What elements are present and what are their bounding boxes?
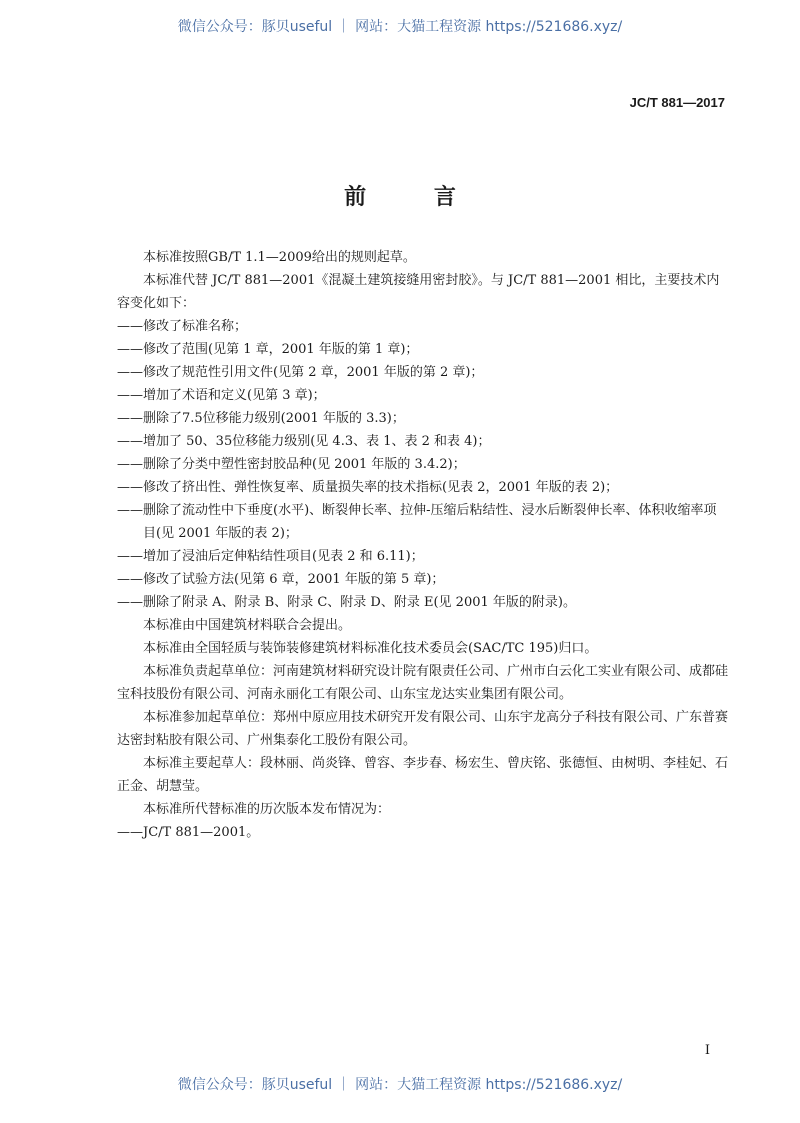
change-item: ——增加了术语和定义(见第 3 章)； xyxy=(117,388,326,403)
change-item: ——删除了附录 A、附录 B、附录 C、附录 D、附录 E(见 2001 年版的附录)。 xyxy=(117,595,576,610)
change-item: ——删除了流动性中下垂度(水平)、断裂伸长率、拉伸-压缩后粘结性、浸水后断裂伸长率、体积收缩率项目(见 2001 年版的表 2)； xyxy=(117,503,717,541)
change-item: ——修改了试验方法(见第 6 章，2001 年版的第 5 章)； xyxy=(117,572,445,587)
body-paragraph: 本标准负责起草单位：河南建筑材料研究设计院有限责任公司、广州市白云化工实业有限公司、成都硅宝科技股份有限公司、河南永丽化工有限公司、山东宝龙达实业集团有限公司。 xyxy=(117,664,729,702)
page-number: I xyxy=(704,1043,710,1058)
foreword-content xyxy=(117,246,729,844)
change-item: ——修改了范围(见第 1 章，2001 年版的第 1 章)； xyxy=(117,342,419,357)
change-item: ——修改了规范性引用文件(见第 2 章，2001 年版的第 2 章)； xyxy=(117,365,484,380)
body-paragraph: 本标准主要起草人：段林丽、尚炎锋、曾容、李步春、杨宏生、曾庆铭、张德恒、由树明、李桂妃、石正金、胡慧莹。 xyxy=(117,756,729,794)
change-item: ——增加了浸油后定伸粘结性项目(见表 2 和 6.11)； xyxy=(117,549,424,564)
change-item: ——修改了挤出性、弹性恢复率、质量损失率的技术指标(见表 2，2001 年版的表 2)； xyxy=(117,480,619,495)
history-item: ——JC/T 881—2001。 xyxy=(117,825,260,840)
change-item: ——修改了标准名称； xyxy=(117,319,248,334)
page-title: 前 言 xyxy=(344,185,486,210)
watermark-top: 微信公众号：豚贝useful ｜ 网站：大猫工程资源 https://521686.xyz/ xyxy=(177,19,623,35)
intro-paragraph: 本标准按照GB/T 1.1—2009给出的规则起草。 xyxy=(143,250,416,265)
intro-paragraph: 本标准代替 JC/T 881—2001《混凝土建筑接缝用密封胶》。与 JC/T 881—2001 相比，主要技术内容变化如下： xyxy=(117,273,720,311)
body-paragraph: 本标准所代替标准的历次版本发布情况为： xyxy=(143,802,391,817)
watermark-bottom: 微信公众号：豚贝useful ｜ 网站：大猫工程资源 https://521686.xyz/ xyxy=(177,1077,623,1093)
body-paragraph: 本标准由全国轻质与装饰装修建筑材料标准化技术委员会(SAC/TC 195)归口。 xyxy=(143,641,598,656)
body-paragraph: 本标准由中国建筑材料联合会提出。 xyxy=(143,618,352,633)
change-item: ——删除了分类中塑性密封胶品种(见 2001 年版的 3.4.2)； xyxy=(117,457,466,472)
change-item: ——删除了7.5位移能力级别(2001 年版的 3.3)； xyxy=(117,411,405,426)
change-item: ——增加了 50、35位移能力级别(见 4.3、表 1、表 2 和表 4)； xyxy=(117,434,491,449)
document-code: JC/T 881—2017 xyxy=(629,95,725,110)
body-paragraph: 本标准参加起草单位：郑州中原应用技术研究开发有限公司、山东宇龙高分子科技有限公司、广东普赛达密封粘胶有限公司、广州集泰化工股份有限公司。 xyxy=(117,710,729,748)
